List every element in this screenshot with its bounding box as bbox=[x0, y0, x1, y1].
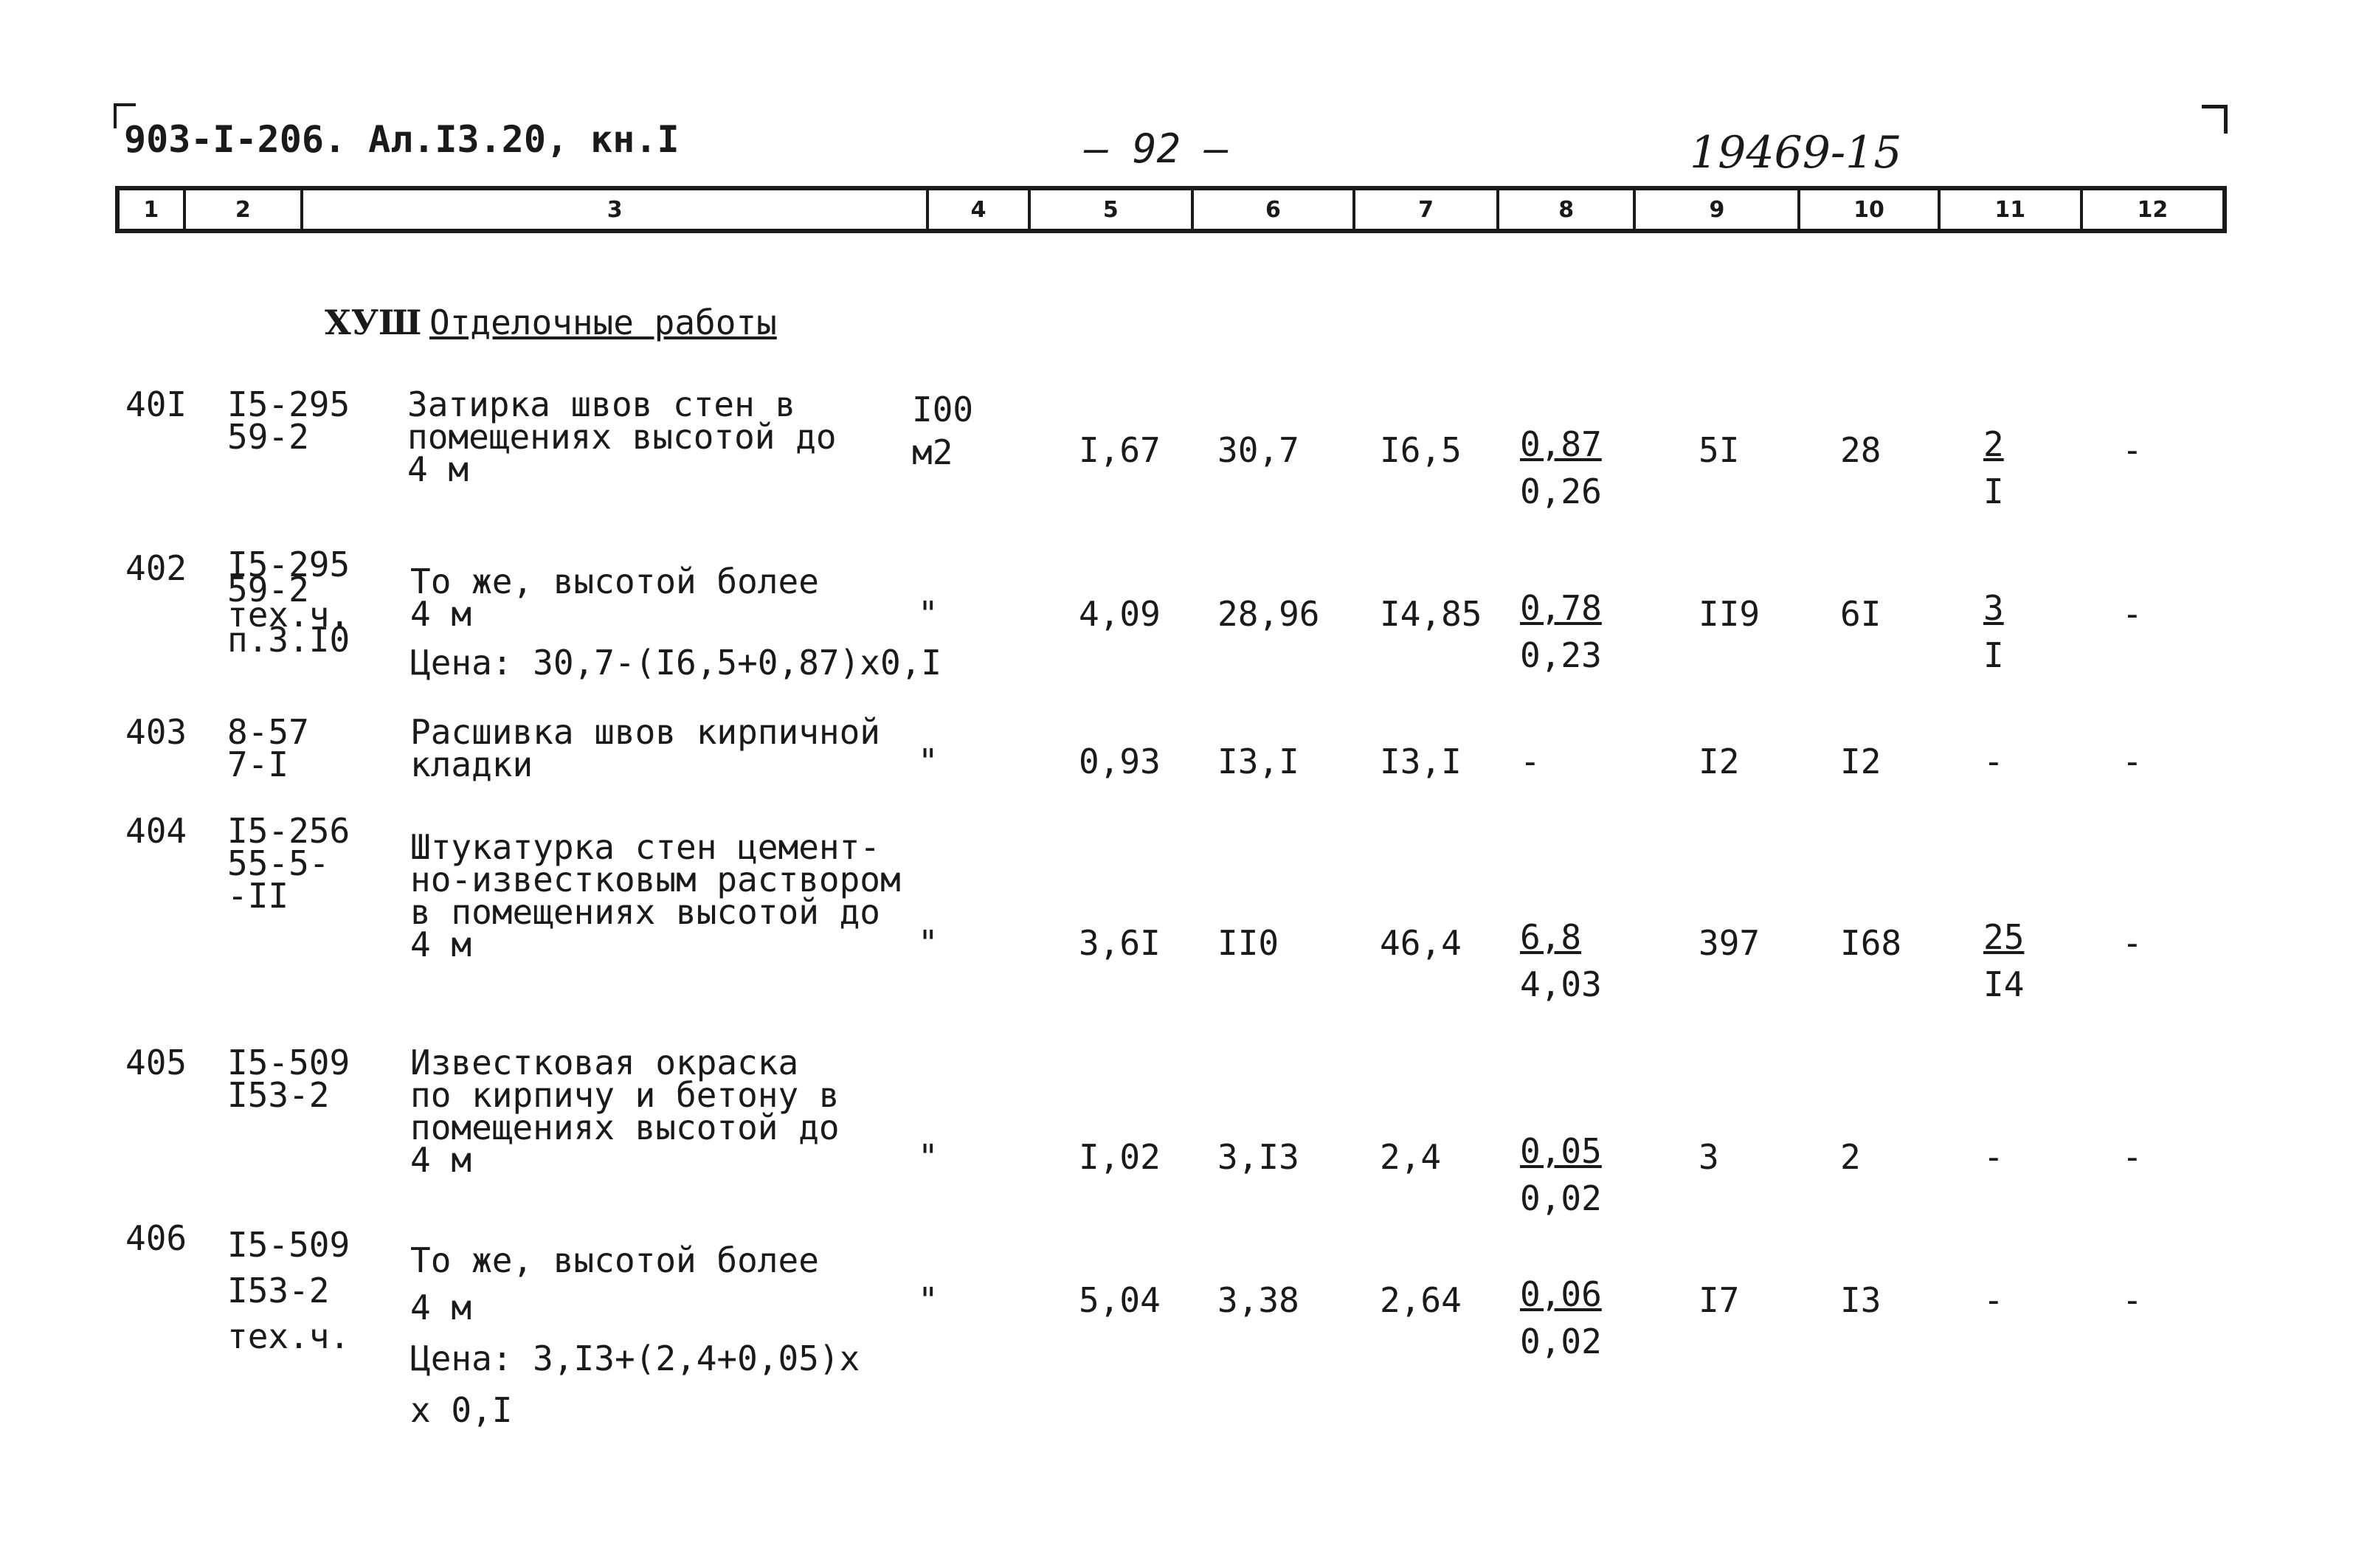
work-description: Штукатурка стен цемент- но-известковым раствором в помещениях высотой до 4 м bbox=[410, 827, 901, 964]
wage-part: 2,64 bbox=[1380, 1280, 1462, 1320]
quantity: 5,04 bbox=[1079, 1280, 1161, 1320]
fraction-top: 0,87 bbox=[1520, 424, 1602, 464]
fraction-bottom: 0,26 bbox=[1520, 472, 1602, 511]
machine-fraction bbox=[1520, 1127, 1602, 1222]
fraction-bottom: I bbox=[1983, 472, 2004, 511]
column-header-row bbox=[115, 186, 2227, 233]
price-note: Цена: 3,I3+(2,4+0,05)x x 0,I bbox=[410, 1339, 860, 1430]
total-machine-fraction bbox=[1983, 913, 2024, 1008]
norm-code: I5-509 I53-2 тех.ч. bbox=[227, 1225, 350, 1356]
column-header: 6 bbox=[1194, 190, 1355, 229]
row-number: 40I bbox=[125, 384, 187, 424]
total-cost: I7 bbox=[1699, 1280, 1740, 1320]
column-header: 8 bbox=[1499, 190, 1636, 229]
section-title: Отделочные работы bbox=[429, 303, 777, 342]
unit-price: II0 bbox=[1217, 923, 1279, 963]
row-number: 406 bbox=[125, 1218, 187, 1258]
machine-fraction bbox=[1520, 421, 1602, 515]
document-reference: 903-I-206. Ал.I3.20, кн.I bbox=[124, 118, 680, 161]
work-description: Расшивка швов кирпичной кладки bbox=[410, 712, 880, 784]
column-12-value: - bbox=[2122, 430, 2143, 470]
wage-part: 46,4 bbox=[1380, 923, 1462, 963]
work-description: Известковая окраска по кирпичу и бетону в помещениях высотой до 4 м bbox=[410, 1043, 840, 1180]
column-header: 4 bbox=[929, 190, 1030, 229]
unit: " bbox=[918, 594, 939, 634]
row-number: 404 bbox=[125, 811, 187, 851]
unit: " bbox=[918, 1280, 939, 1320]
column-header: 7 bbox=[1355, 190, 1499, 229]
column-header: 11 bbox=[1941, 190, 2083, 229]
total-machine-value: - bbox=[1983, 742, 2004, 781]
column-header: 10 bbox=[1800, 190, 1940, 229]
fraction-bottom: 0,02 bbox=[1520, 1322, 1602, 1361]
unit-price: 3,38 bbox=[1217, 1280, 1299, 1320]
total-cost: 397 bbox=[1699, 923, 1761, 963]
unit-price: I3,I bbox=[1217, 742, 1299, 781]
total-wage: 28 bbox=[1840, 430, 1882, 470]
total-cost: I2 bbox=[1699, 742, 1740, 781]
wage-part: I4,85 bbox=[1380, 594, 1482, 634]
norm-code: I5-509 I53-2 bbox=[227, 1043, 350, 1115]
work-description: Затирка швов стен в помещениях высотой до 4 м bbox=[407, 384, 837, 489]
column-12-value: - bbox=[2122, 923, 2143, 963]
fraction-bottom: 4,03 bbox=[1520, 964, 1602, 1004]
row-number: 405 bbox=[125, 1043, 187, 1082]
machine-fraction bbox=[1520, 1271, 1602, 1365]
column-header: 9 bbox=[1636, 190, 1800, 229]
work-description: То же, высотой более 4 м bbox=[410, 1240, 819, 1327]
wage-part: I3,I bbox=[1380, 742, 1462, 781]
price-note: Цена: 30,7-(I6,5+0,87)x0,I bbox=[410, 643, 942, 683]
machine-fraction bbox=[1520, 584, 1602, 679]
fraction-bottom: I4 bbox=[1983, 964, 2025, 1004]
quantity: 4,09 bbox=[1079, 594, 1161, 634]
column-header: 5 bbox=[1031, 190, 1194, 229]
row-number: 403 bbox=[125, 712, 187, 752]
machine-fraction bbox=[1520, 913, 1602, 1008]
machine-value: - bbox=[1520, 742, 1541, 781]
column-header: 2 bbox=[186, 190, 303, 229]
wage-part: 2,4 bbox=[1380, 1137, 1442, 1177]
total-wage: I2 bbox=[1840, 742, 1882, 781]
unit-price: 3,I3 bbox=[1217, 1137, 1299, 1177]
quantity: I,67 bbox=[1079, 430, 1161, 470]
unit: I00 м2 bbox=[912, 390, 974, 472]
fraction-top: 0,78 bbox=[1520, 588, 1602, 628]
handwritten-number: 19469-15 bbox=[1690, 127, 1902, 179]
fraction-top: 3 bbox=[1983, 588, 2004, 628]
total-wage: 6I bbox=[1840, 594, 1882, 634]
fraction-bottom: 0,02 bbox=[1520, 1178, 1602, 1218]
column-12-value: - bbox=[2122, 594, 2143, 634]
norm-code: I5-256 55-5- -II bbox=[227, 811, 350, 916]
column-header: 12 bbox=[2137, 196, 2169, 223]
total-machine-fraction bbox=[1983, 421, 2004, 515]
fraction-top: 2 bbox=[1983, 424, 2004, 464]
wage-part: I6,5 bbox=[1380, 430, 1462, 470]
total-cost: 3 bbox=[1699, 1137, 1719, 1177]
norm-code: I5-295 59-2 bbox=[227, 384, 350, 457]
unit-price: 30,7 bbox=[1217, 430, 1299, 470]
work-description: То же, высотой более 4 м bbox=[410, 562, 819, 634]
fraction-top: 6,8 bbox=[1520, 917, 1582, 957]
unit-price: 28,96 bbox=[1217, 594, 1320, 634]
column-12-value: - bbox=[2122, 1280, 2143, 1320]
fraction-bottom: 0,23 bbox=[1520, 635, 1602, 675]
norm-code: 8-57 7-I bbox=[227, 712, 309, 784]
unit: " bbox=[918, 742, 939, 781]
total-machine-value: - bbox=[1983, 1137, 2004, 1177]
fraction-bottom: I bbox=[1983, 635, 2004, 675]
section-number: ХУШ bbox=[325, 303, 422, 342]
total-cost: 5I bbox=[1699, 430, 1740, 470]
column-12-value: - bbox=[2122, 1137, 2143, 1177]
column-header: 3 bbox=[303, 190, 929, 229]
row-number: 402 bbox=[125, 548, 187, 588]
page-number: — 92 — bbox=[1085, 125, 1229, 172]
total-wage: 2 bbox=[1840, 1137, 1861, 1177]
total-wage: I3 bbox=[1840, 1280, 1882, 1320]
fraction-top: 0,05 bbox=[1520, 1131, 1602, 1171]
fraction-top: 0,06 bbox=[1520, 1274, 1602, 1314]
norm-code: I5-295 59-2 тех.ч. п.3.I0 bbox=[227, 545, 350, 660]
total-wage: I68 bbox=[1840, 923, 1902, 963]
total-machine-value: - bbox=[1983, 1280, 2004, 1320]
column-header: 1 bbox=[120, 190, 186, 229]
total-cost: II9 bbox=[1699, 594, 1761, 634]
total-machine-fraction bbox=[1983, 584, 2004, 679]
corner-mark-right bbox=[2202, 105, 2228, 134]
column-12-value: - bbox=[2122, 742, 2143, 781]
quantity: 0,93 bbox=[1079, 742, 1161, 781]
unit: " bbox=[918, 1137, 939, 1177]
unit: " bbox=[918, 923, 939, 963]
quantity: 3,6I bbox=[1079, 923, 1161, 963]
quantity: I,02 bbox=[1079, 1137, 1161, 1177]
fraction-top: 25 bbox=[1983, 917, 2025, 957]
